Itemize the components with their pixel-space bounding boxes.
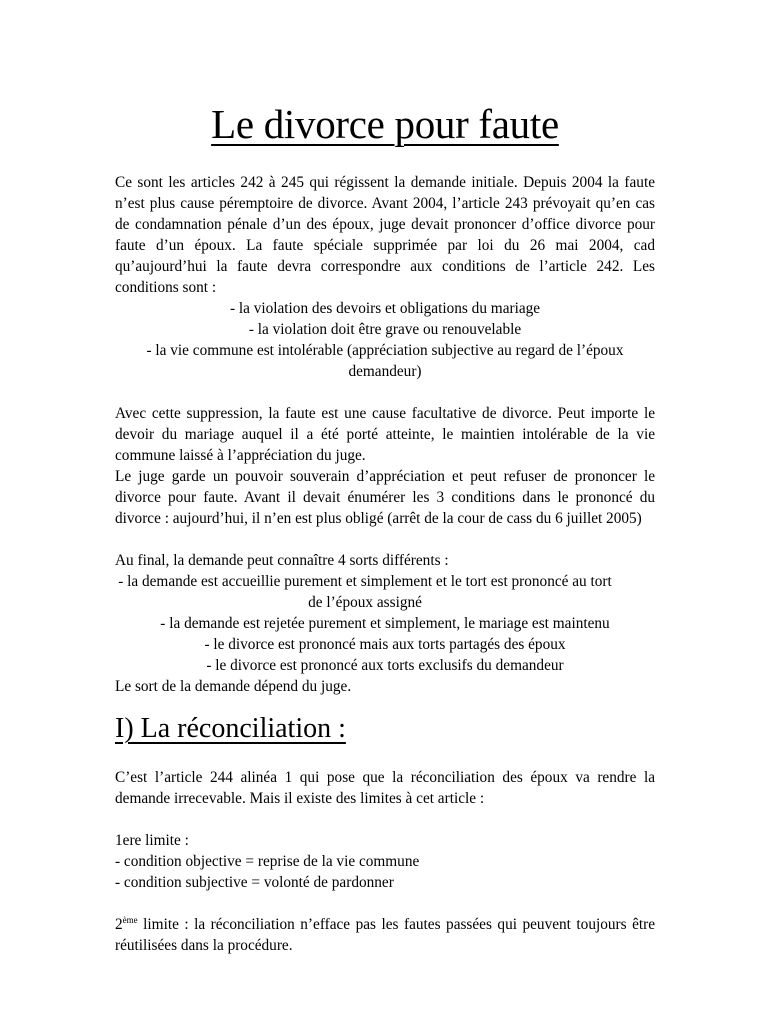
spacer <box>115 893 655 914</box>
outcomes-intro: Au final, la demande peut connaître 4 sorts différents : <box>115 552 449 569</box>
condition-item: - la vie commune est intolérable (appréciation subjective au regard de l’époux demandeur) <box>146 342 624 380</box>
outcome-item: - la demande est rejetée purement et simplement, le mariage est maintenu <box>160 615 610 632</box>
section-heading: I) La réconciliation : <box>115 713 346 744</box>
intro-paragraph: Ce sont les articles 242 à 245 qui régissent la demande initiale. Depuis 2004 la faute n’est plus cause péremptoire de divorce. Avant 2004, l’article 243 prévoyait qu’en cas de condamnation pénale d’un des époux, juge devait prononcer d’office divorce pour faute d’un époux. La faute spéciale supprimée par loi du 26 mai 2004, cad qu’aujourd’hui la faute devra correspondre aux conditions de l’article 242. Les conditions sont : <box>115 174 655 296</box>
judge-paragraph: Le juge garde un pouvoir souverain d’appréciation et peut refuser de prononcer le divorce pour faute. Avant il devait énumérer les 3 conditions dans le prononcé du divorce : aujourd’hui, il n’en est plus obligé (arrêt de la cour de cass du 6 juillet 2005) <box>115 468 655 527</box>
limit2-number: 2 <box>115 916 123 933</box>
spacer <box>115 529 655 550</box>
limit2-text: limite : la réconciliation n’efface pas les fautes passées qui peuvent toujours être réutilisées dans la procédure. <box>115 916 655 954</box>
outcome-item: - le divorce est prononcé mais aux torts partagés des époux <box>204 636 566 653</box>
limit2-paragraph <box>115 914 655 956</box>
spacer <box>115 382 655 403</box>
outcome-item: - la demande est accueillie purement et simplement et le tort est prononcé au tort de l’époux assigné <box>118 573 612 611</box>
spacer <box>115 809 655 830</box>
condition-item: - la violation doit être grave ou renouvelable <box>248 321 522 338</box>
outcome-item: - le divorce est prononcé aux torts exclusifs du demandeur <box>206 657 564 674</box>
document-title: Le divorce pour faute <box>211 101 559 147</box>
condition-item: - la violation des devoirs et obligations du mariage <box>229 300 541 317</box>
limit2-superscript: ème <box>122 915 138 925</box>
limit1-item: - condition subjective = volonté de pardonner <box>115 874 394 891</box>
limit1-item: - condition objective = reprise de la vie commune <box>115 853 420 870</box>
outcomes-closing: Le sort de la demande dépend du juge. <box>115 678 352 695</box>
document-page <box>115 96 655 956</box>
suppression-paragraph: Avec cette suppression, la faute est une cause facultative de divorce. Peut importe le devoir du mariage auquel il a été porté atteinte, le maintien intolérable de la vie commune laissé à l’appréciation du juge. <box>115 405 655 464</box>
reconciliation-paragraph: C’est l’article 244 alinéa 1 qui pose que la réconciliation des époux va rendre la demande irrecevable. Mais il existe des limites à cet article : <box>115 769 655 807</box>
limit1-title: 1ere limite : <box>115 832 189 849</box>
